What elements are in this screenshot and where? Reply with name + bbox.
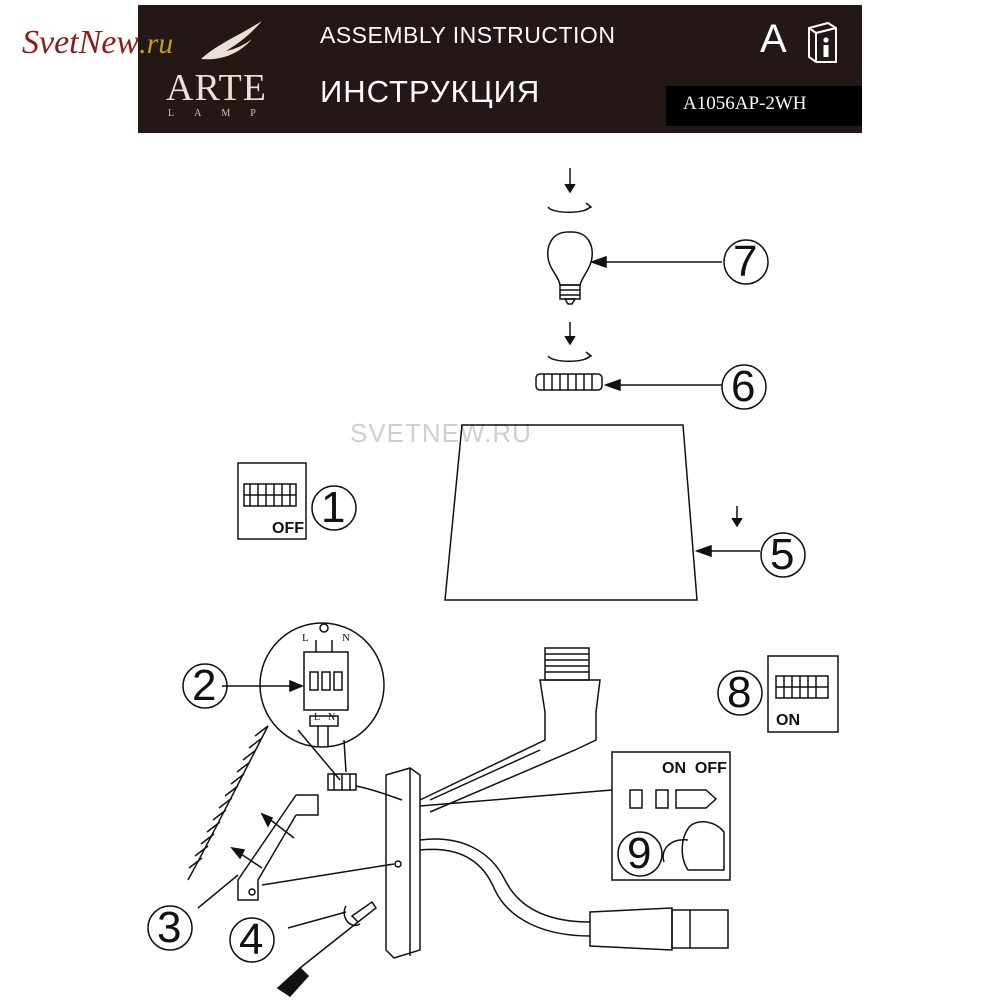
wall-hatch-icon <box>188 726 268 880</box>
step-1-number: 1 <box>321 483 346 532</box>
mounting-bracket-icon <box>148 795 394 962</box>
step-2-number: 2 <box>192 661 217 710</box>
title-russian: ИНСТРУКЦИЯ <box>320 74 541 109</box>
step-5-number: 5 <box>770 530 795 579</box>
step-4-number: 4 <box>239 915 264 964</box>
step-9-number: 9 <box>627 829 652 878</box>
watermark-logo-tld: .ru <box>139 27 174 60</box>
screwdriver-icon <box>278 902 376 996</box>
terminal-l-bottom: L <box>314 712 321 723</box>
step-8-label: ON <box>776 712 800 729</box>
step-6-number: 6 <box>731 362 756 411</box>
step-8-number: 8 <box>727 668 752 717</box>
step-7-number: 7 <box>733 237 758 286</box>
brand-name: ARTE <box>166 67 267 109</box>
step-1-label: OFF <box>272 520 304 537</box>
lampshade-icon <box>445 425 805 600</box>
watermark-logo-main: SvetNew <box>22 24 140 61</box>
model-number: A1056AP-2WH <box>683 93 807 114</box>
terminal-n-top: N <box>342 632 350 644</box>
watermark-center: SVETNEW.RU <box>350 418 532 448</box>
brand-subtitle: LAMP <box>168 108 276 119</box>
language-letter: A <box>760 17 787 61</box>
terminal-l-top: L <box>302 632 309 644</box>
step-3-number: 3 <box>157 903 182 952</box>
terminal-n-bottom: N <box>328 712 336 723</box>
step-9-label: ON OFF <box>662 760 727 777</box>
title-english: ASSEMBLY INSTRUCTION <box>320 22 616 48</box>
